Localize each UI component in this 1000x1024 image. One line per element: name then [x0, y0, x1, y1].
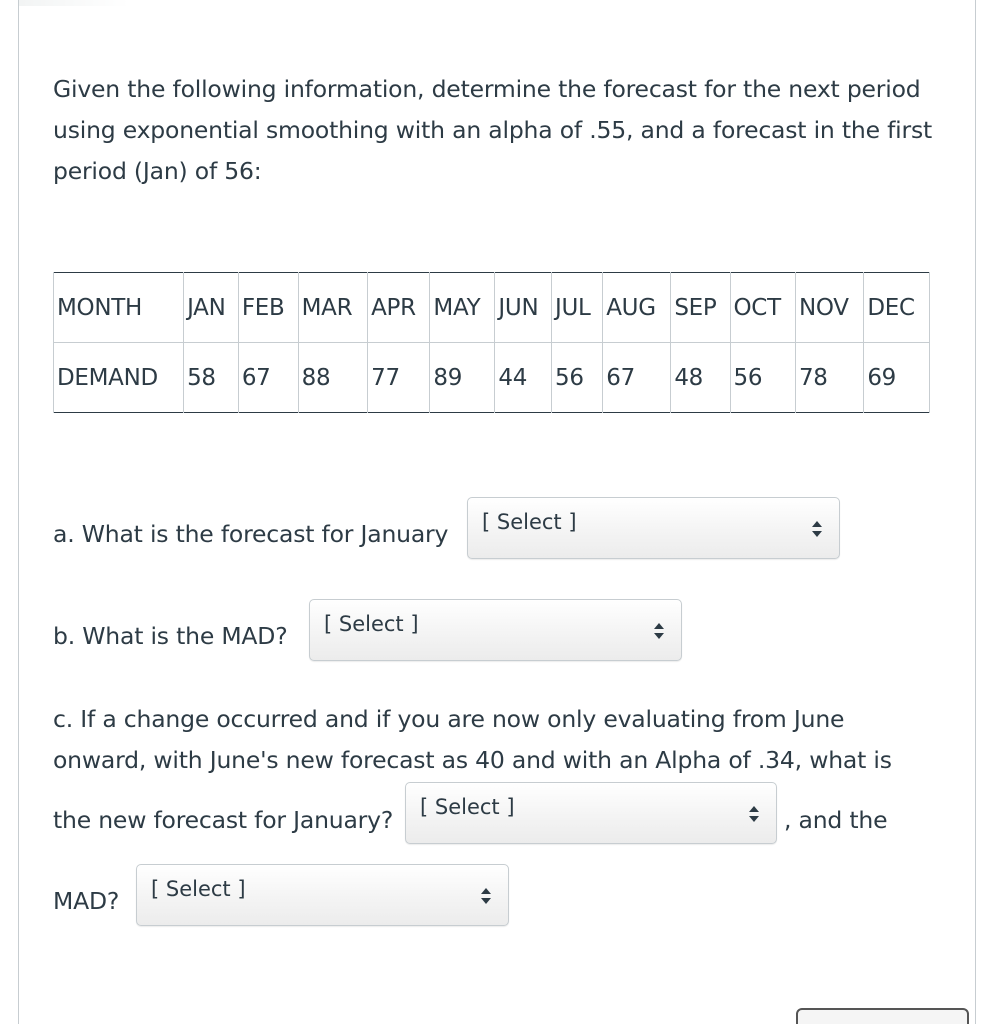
- question-c-line3: the new forecast for January?: [53, 806, 394, 834]
- month-cell: FEB: [238, 273, 298, 343]
- select-placeholder: [ Select ]: [324, 612, 419, 636]
- month-cell: APR: [368, 273, 430, 343]
- submit-button-partial[interactable]: [796, 1008, 969, 1024]
- select-arrows-icon: [748, 804, 760, 824]
- demand-cell: 77: [368, 343, 430, 413]
- month-cell: JAN: [184, 273, 239, 343]
- demand-cell: 69: [864, 343, 930, 413]
- question-frame-right-border: [975, 0, 976, 1024]
- demand-cell: 58: [184, 343, 239, 413]
- question-b-text: b. What is the MAD?: [53, 622, 288, 650]
- demand-cell: 56: [730, 343, 795, 413]
- question-c-line1: c. If a change occurred and if you are now only evaluating from June: [53, 705, 845, 733]
- month-cell: OCT: [730, 273, 795, 343]
- question-a-select[interactable]: [467, 497, 840, 559]
- select-arrows-icon: [480, 886, 492, 906]
- question-c-line2: onward, with June's new forecast as 40 and with an Alpha of .34, what is: [53, 746, 892, 774]
- select-placeholder: [ Select ]: [482, 510, 577, 534]
- select-arrows-icon: [811, 519, 823, 539]
- month-cell: JUL: [551, 273, 602, 343]
- question-b-select[interactable]: [309, 599, 682, 661]
- demand-cell: 67: [603, 343, 671, 413]
- question-d-select[interactable]: [136, 864, 509, 926]
- month-cell: NOV: [795, 273, 863, 343]
- demand-cell: 48: [671, 343, 730, 413]
- table-row-month: [54, 273, 930, 343]
- month-cell: SEP: [671, 273, 730, 343]
- month-cell: AUG: [603, 273, 671, 343]
- demand-cell: 78: [795, 343, 863, 413]
- month-cell: MAY: [430, 273, 495, 343]
- question-c-tail: , and the: [784, 806, 888, 834]
- select-arrows-icon: [653, 621, 665, 641]
- select-placeholder: [ Select ]: [151, 877, 246, 901]
- month-cell: MAR: [298, 273, 368, 343]
- row-label-month: MONTH: [54, 273, 184, 343]
- question-d-text: MAD?: [53, 887, 120, 915]
- demand-cell: 44: [495, 343, 552, 413]
- table-row-demand: [54, 343, 930, 413]
- demand-cell: 67: [238, 343, 298, 413]
- top-edge-shadow: [19, 0, 129, 6]
- month-cell: DEC: [864, 273, 930, 343]
- demand-cell: 89: [430, 343, 495, 413]
- question-a-text: a. What is the forecast for January: [53, 520, 449, 548]
- demand-table: [53, 272, 930, 413]
- row-label-demand: DEMAND: [54, 343, 184, 413]
- select-placeholder: [ Select ]: [420, 795, 515, 819]
- demand-cell: 88: [298, 343, 368, 413]
- question-c-select[interactable]: [405, 782, 777, 844]
- question-prompt: Given the following information, determine the forecast for the next period using exponential smoothing with an alpha of .55, and a forecast in the first period (Jan) of 56:: [53, 75, 933, 185]
- question-frame-left-border: [18, 0, 19, 1024]
- demand-cell: 56: [551, 343, 602, 413]
- month-cell: JUN: [495, 273, 552, 343]
